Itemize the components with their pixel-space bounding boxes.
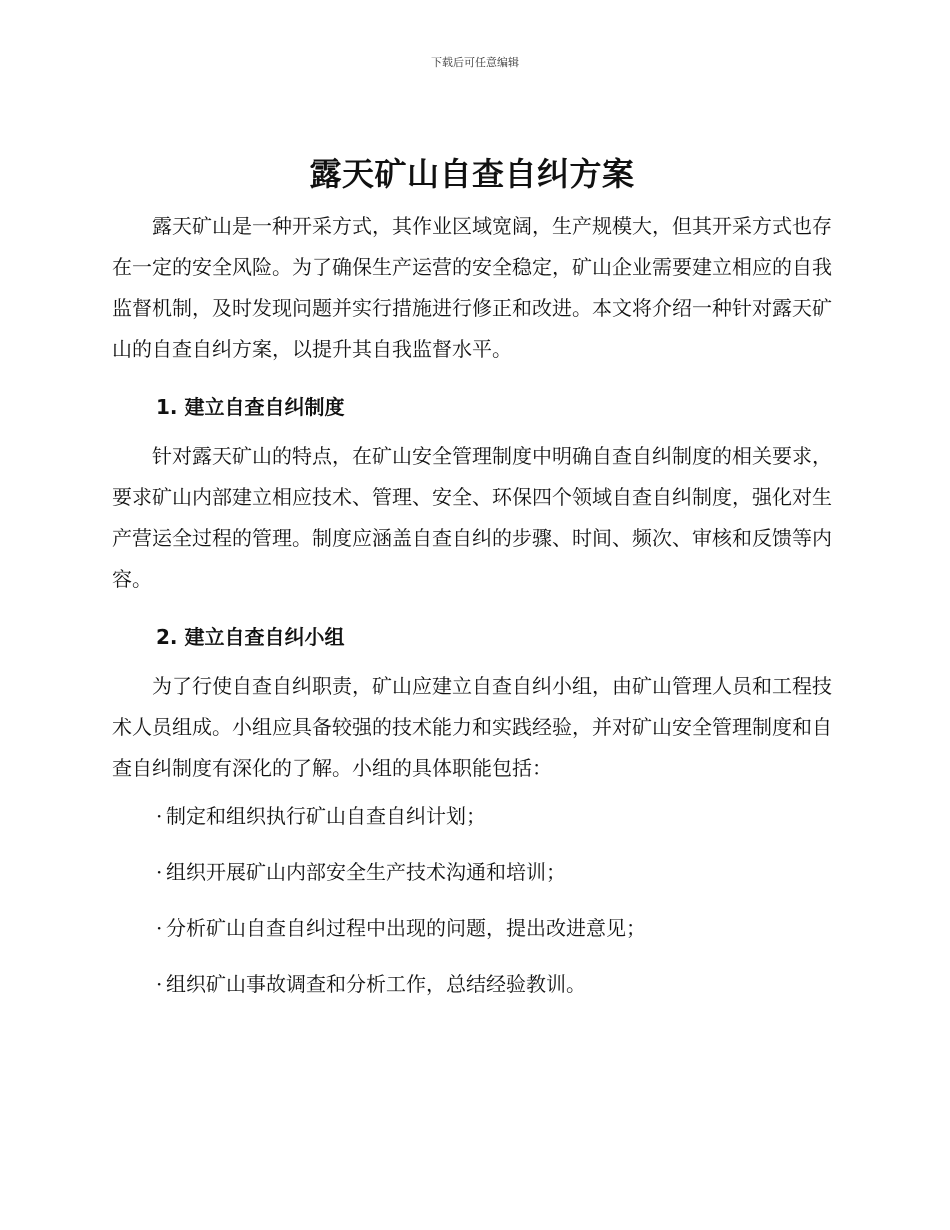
section-2-heading: 2. 建立自查自纠小组 <box>156 625 345 649</box>
bullet-icon: · <box>156 916 163 940</box>
list-item <box>156 913 832 943</box>
intro-paragraph: 露天矿山是一种开采方式，其作业区域宽阔，生产规模大，但其开采方式也存在一定的安全风险。为了确保生产运营的安全稳定，矿山企业需要建立相应的自我监督机制，及时发现问题并实行措施进行修正和改进。本文将介绍一种针对露天矿山的自查自纠方案，以提升其自我监督水平。 <box>112 214 832 361</box>
list-item-text: 组织开展矿山内部安全生产技术沟通和培训； <box>166 860 566 884</box>
list-item-text: 分析矿山自查自纠过程中出现的问题，提出改进意见； <box>166 916 646 940</box>
list-item <box>156 801 832 831</box>
section-1-paragraph: 针对露天矿山的特点，在矿山安全管理制度中明确自查自纠制度的相关要求，要求矿山内部建立相应技术、管理、安全、环保四个领域自查自纠制度，强化对生产营运全过程的管理。制度应涵盖自查自纠的步骤、时间、频次、审核和反馈等内容。 <box>112 444 832 591</box>
list-item-text: 制定和组织执行矿山自查自纠计划； <box>166 804 486 828</box>
section-2-paragraph: 为了行使自查自纠职责，矿山应建立自查自纠小组，由矿山管理人员和工程技术人员组成。小组应具备较强的技术能力和实践经验，并对矿山安全管理制度和自查自纠制度有深化的了解。小组的具体职能包括： <box>112 674 832 780</box>
bullet-icon: · <box>156 860 163 884</box>
document-title: 露天矿山自查自纠方案 <box>309 155 635 193</box>
section-1-heading: 1. 建立自查自纠制度 <box>156 395 345 419</box>
bullet-icon: · <box>156 804 163 828</box>
duty-list <box>112 801 832 999</box>
list-item-text: 组织矿山事故调查和分析工作，总结经验教训。 <box>166 972 586 996</box>
document-body <box>112 148 832 1025</box>
list-item <box>156 969 832 999</box>
list-item <box>156 857 832 887</box>
bullet-icon: · <box>156 972 163 996</box>
header-note: 下载后可任意编辑 <box>431 56 519 69</box>
